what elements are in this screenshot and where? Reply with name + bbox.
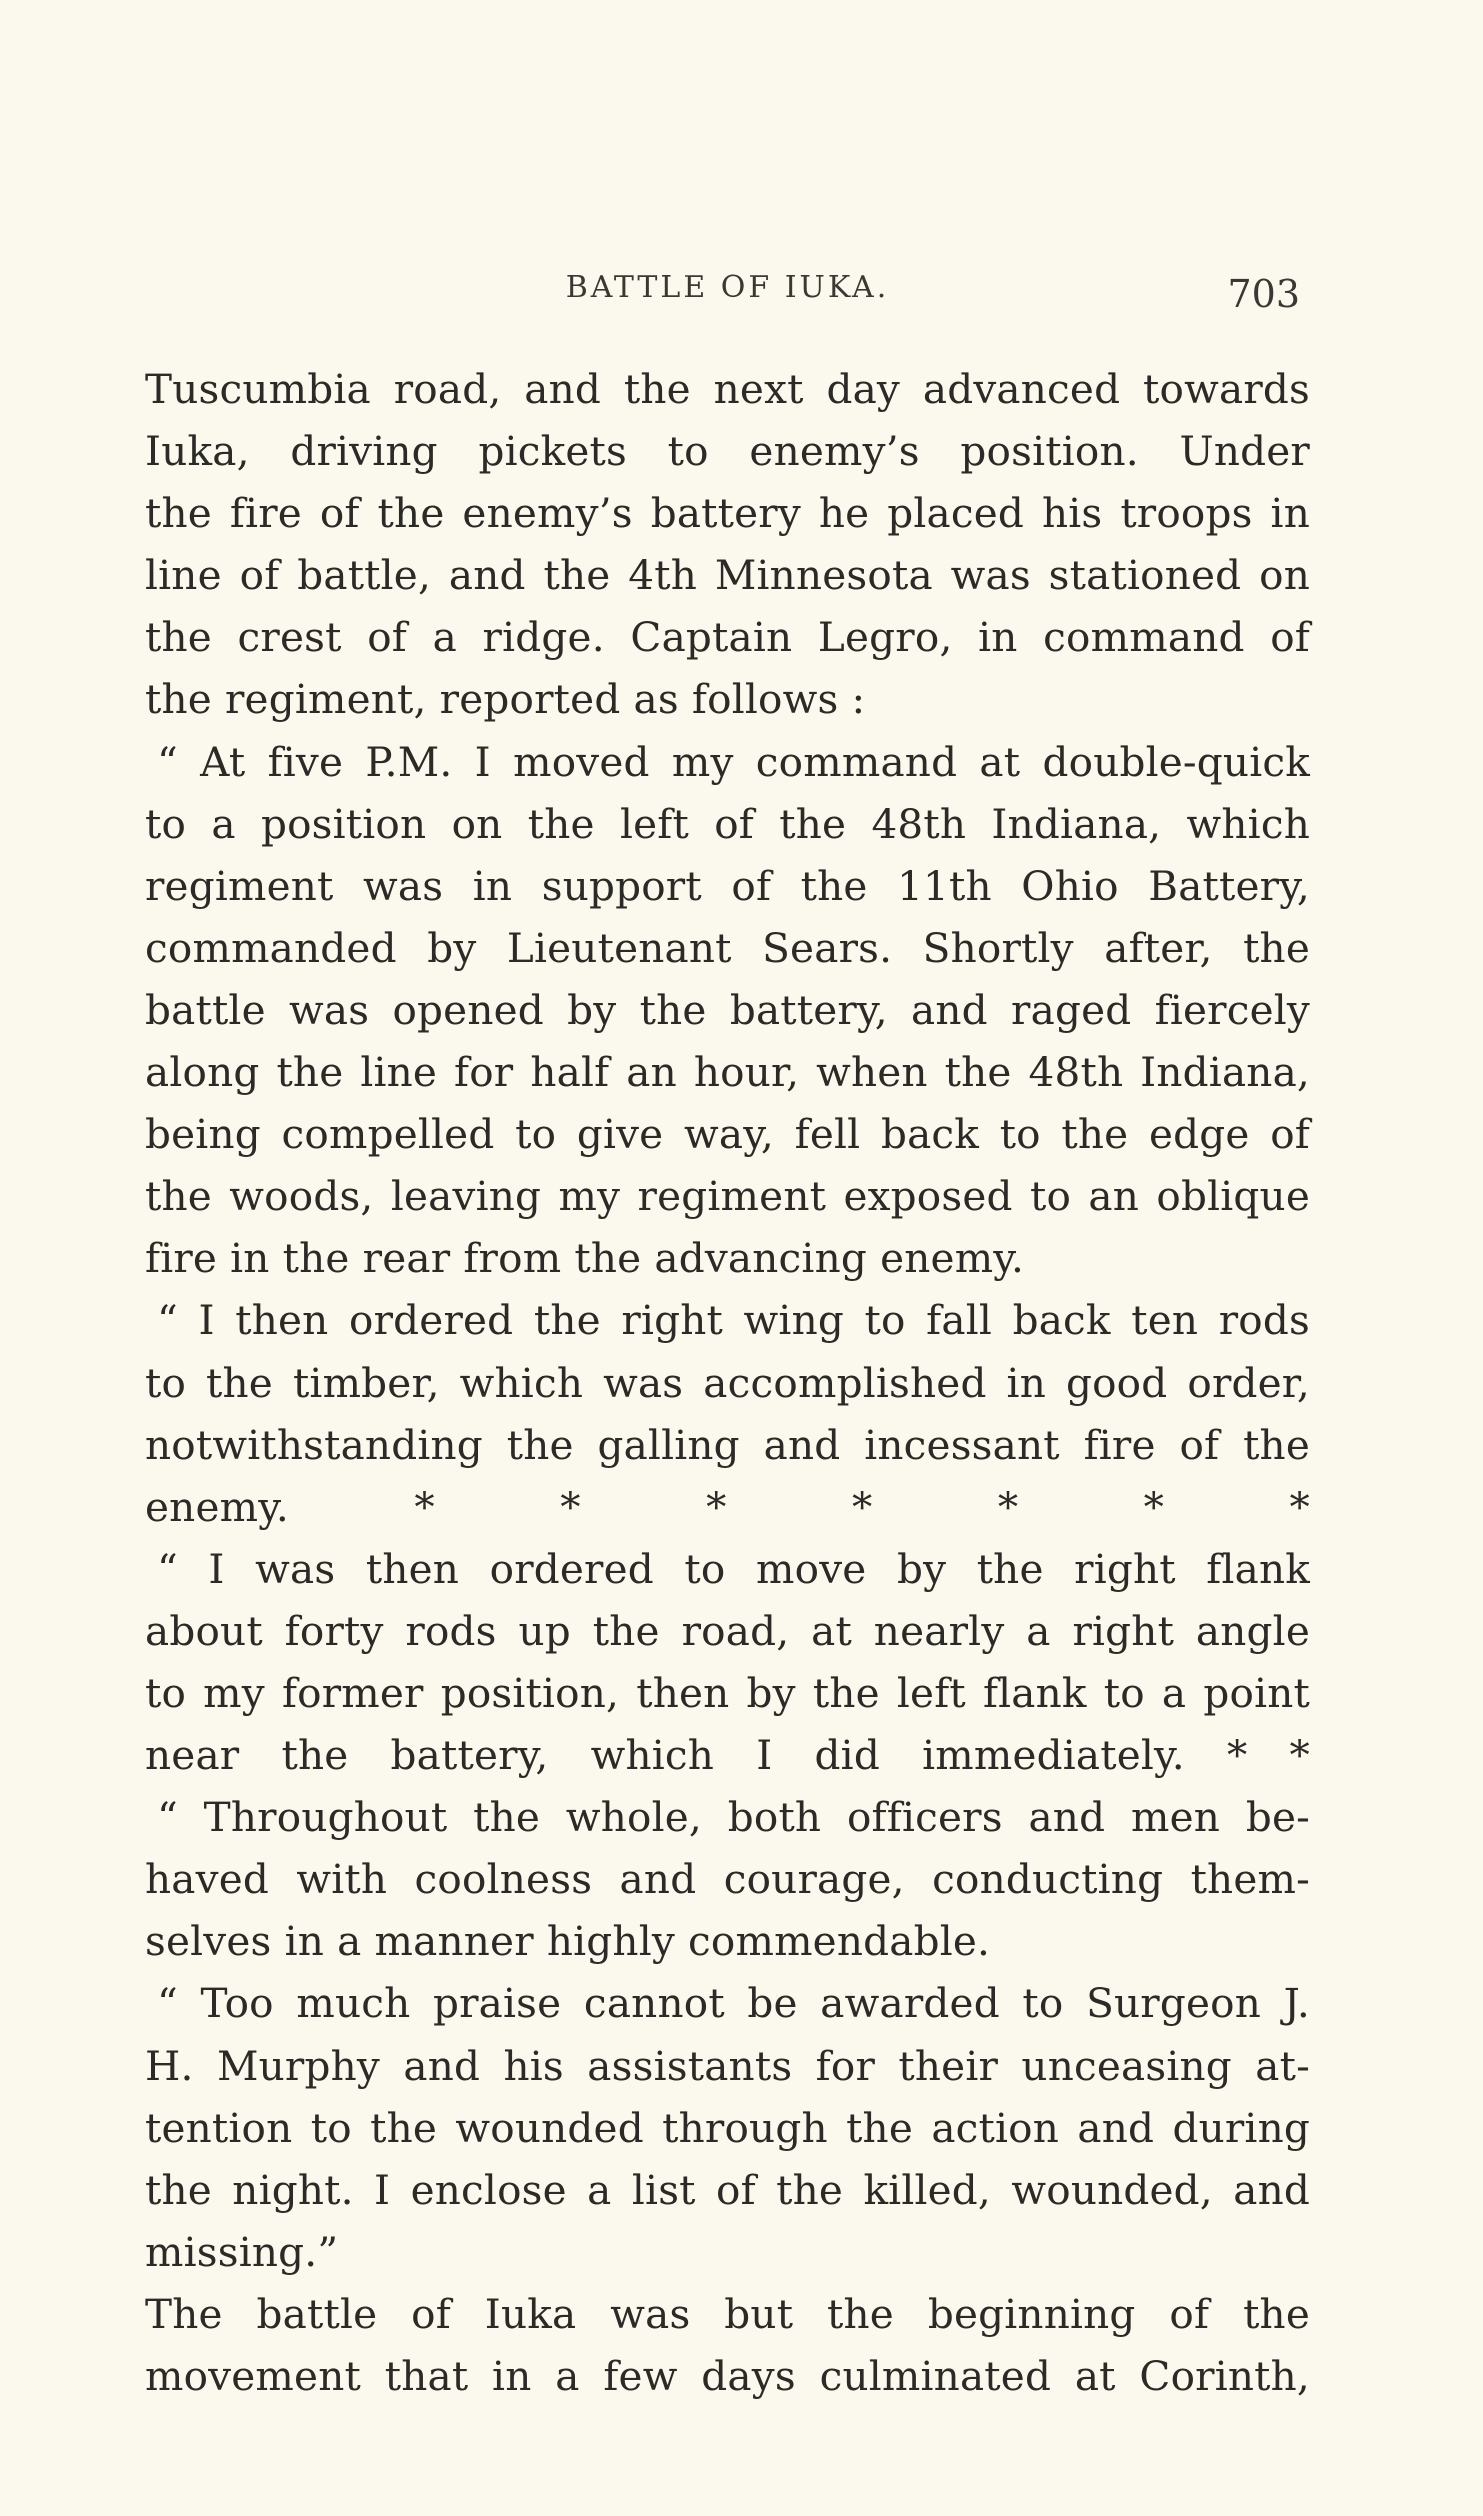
line-text: battle was opened by the battery, and raged fiercely xyxy=(145,985,1310,1034)
line-text: “ Too much praise cannot be awarded to Surgeon J. xyxy=(157,1979,1310,2028)
line-text: the night. I enclose a list of the killed, wounded, and xyxy=(145,2165,1310,2214)
page-number: 703 xyxy=(1227,272,1300,316)
line-text: notwithstanding the galling and incessant fire of the xyxy=(145,1420,1310,1469)
line-text: to a position on the left of the 48th Indiana, which xyxy=(145,799,1310,848)
body-text xyxy=(145,358,1310,2407)
line-text: being compelled to give way, fell back to the edge of xyxy=(145,1110,1310,1159)
line-text: enemy. * * * * * * * xyxy=(145,1482,1310,1531)
line-text: movement that in a few days culminated at Corinth, xyxy=(145,2352,1310,2400)
line-text: “ At five P.M. I moved my command at double-quick xyxy=(157,737,1310,786)
text-line xyxy=(145,1041,1310,1103)
text-line xyxy=(145,2097,1310,2159)
line-text: fire in the rear from the advancing enemy. xyxy=(145,1234,1025,1283)
line-text: “ I was then ordered to move by the right flank xyxy=(157,1544,1310,1593)
line-text: H. Murphy and his assistants for their unceasing at- xyxy=(145,2041,1310,2090)
text-line xyxy=(145,731,1310,793)
text-line xyxy=(145,1662,1310,1724)
line-text: to my former position, then by the left flank to a point xyxy=(145,1668,1310,1717)
line-text: along the line for half an hour, when the 48th Indiana, xyxy=(145,1048,1310,1097)
text-line xyxy=(145,420,1310,482)
line-text: Iuka, driving pickets to enemy’s position. Under xyxy=(145,427,1310,476)
line-text: “ Throughout the whole, both officers and men be- xyxy=(157,1793,1310,1842)
text-line xyxy=(145,1103,1310,1165)
line-text: commanded by Lieutenant Sears. Shortly after, the xyxy=(145,923,1310,972)
text-line xyxy=(145,979,1310,1041)
line-text: selves in a manner highly commendable. xyxy=(145,1917,991,1966)
line-text: near the battery, which I did immediately. * * xyxy=(145,1731,1310,1780)
text-line xyxy=(145,1227,1310,1289)
line-text: tention to the wounded through the action and during xyxy=(145,2103,1310,2152)
line-text: about forty rods up the road, at nearly a right angle xyxy=(145,1606,1310,1655)
text-line xyxy=(145,2221,1310,2283)
line-text: haved with coolness and courage, conducting them- xyxy=(145,1855,1310,1904)
text-line xyxy=(145,482,1310,544)
text-line xyxy=(145,1786,1310,1848)
text-line xyxy=(145,2345,1310,2407)
line-text: the crest of a ridge. Captain Legro, in command of xyxy=(145,613,1310,662)
line-text: line of battle, and the 4th Minnesota was stationed on xyxy=(145,551,1310,600)
text-line xyxy=(145,2283,1310,2345)
text-line xyxy=(145,2159,1310,2221)
running-head xyxy=(145,270,1310,320)
text-line xyxy=(145,1414,1310,1476)
text-line xyxy=(145,1352,1310,1414)
line-text: missing.” xyxy=(145,2227,339,2276)
text-line xyxy=(145,1910,1310,1972)
text-line xyxy=(145,855,1310,917)
text-line xyxy=(145,1724,1310,1786)
line-text: the fire of the enemy’s battery he placed his troops in xyxy=(145,489,1310,538)
line-text: regiment was in support of the 11th Ohio Battery, xyxy=(145,861,1310,910)
text-line xyxy=(145,793,1310,855)
text-line xyxy=(145,358,1310,420)
text-line xyxy=(145,1538,1310,1600)
text-line xyxy=(145,606,1310,668)
text-line xyxy=(145,1476,1310,1538)
text-line xyxy=(145,917,1310,979)
line-text: the regiment, reported as follows : xyxy=(145,675,866,724)
line-text: “ I then ordered the right wing to fall back ten rods xyxy=(157,1296,1310,1345)
line-text: the woods, leaving my regiment exposed to an oblique xyxy=(145,1172,1310,1221)
text-line xyxy=(145,1848,1310,1910)
text-line xyxy=(145,2035,1310,2097)
text-line xyxy=(145,1165,1310,1227)
text-line xyxy=(145,1600,1310,1662)
text-line xyxy=(145,668,1310,730)
line-text: to the timber, which was accomplished in good order, xyxy=(145,1358,1310,1407)
text-line xyxy=(145,1972,1310,2034)
line-text: The battle of Iuka was but the beginning of the xyxy=(145,2289,1310,2338)
running-title: BATTLE OF IUKA. xyxy=(565,270,890,305)
line-text: Tuscumbia road, and the next day advanced towards xyxy=(145,365,1310,413)
text-line xyxy=(145,1289,1310,1351)
text-line xyxy=(145,544,1310,606)
